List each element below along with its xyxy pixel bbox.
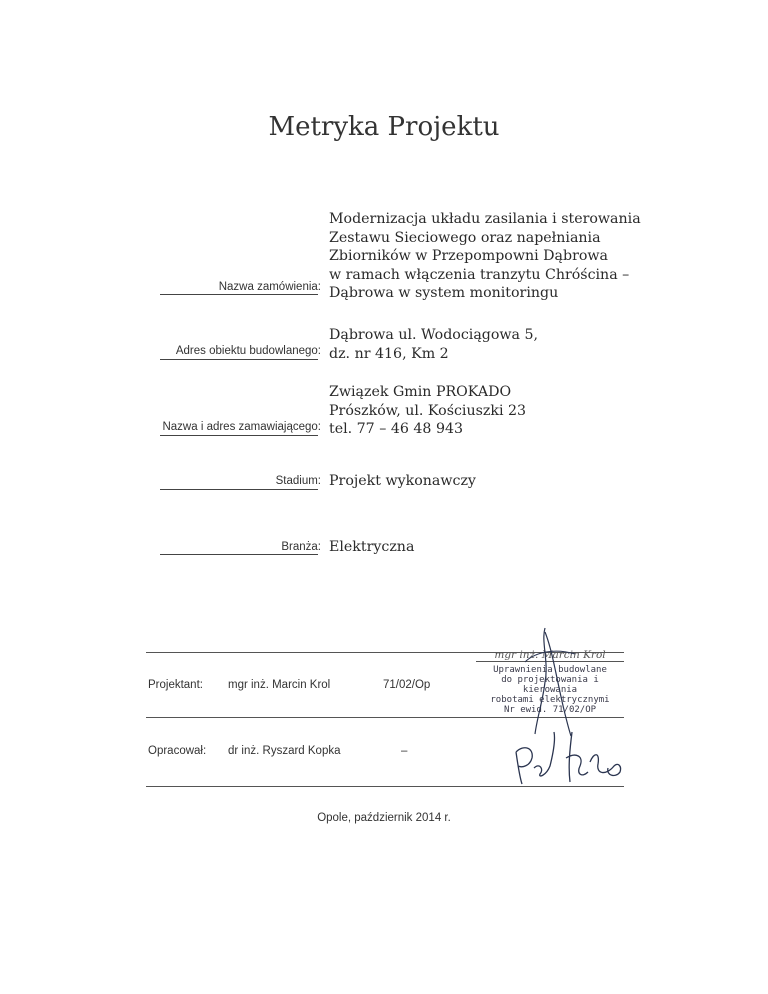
designer-role: Projektant: [148,679,203,691]
branch-label: Branża: [281,541,321,553]
order-name-value [329,210,641,303]
prepared-signature [510,722,630,792]
prepared-license: – [401,745,408,757]
field-order-name [0,210,768,300]
stage-value: Projekt wykonawczy [329,473,476,489]
designer-name: mgr inż. Marcin Krol [228,679,331,691]
field-stage [0,472,768,496]
client-line: Prószków, ul. Kościuszki 23 [329,402,527,419]
client-line: Związek Gmin PROKADO [329,384,512,400]
site-address-line: Dąbrowa ul. Wodociągowa 5, [329,327,539,343]
order-name-label: Nazwa zamówienia: [218,281,321,293]
prepared-role: Opracował: [148,745,207,757]
order-name-line: Dąbrowa w system monitoringu [329,285,559,301]
order-name-line: w ramach włączenia tranzytu Chróścina – [329,266,630,283]
stamp-line: Uprawnienia budowlane [493,665,607,675]
field-branch [0,538,768,562]
stamp-line: do projektowania i kierowania [501,675,599,695]
branch-value: Elektryczna [329,539,415,555]
branch-rule [160,554,318,555]
document-title: Metryka Projektu [268,112,500,142]
stamp-name: mgr inż. Marcin Krol [476,650,624,662]
site-address-rule [160,359,318,360]
order-name-line: Modernizacja układu zasilania i sterowania [329,211,641,227]
prepared-name: dr inż. Ryszard Kopka [228,745,341,757]
client-label: Nazwa i adres zamawiającego: [162,421,321,433]
stamp-line: Nr ewid. 71/02/OP [503,705,597,715]
site-address-label: Adres obiektu budowlanego: [175,345,321,357]
order-name-line: Zbiorników w Przepompowni Dąbrowa [329,248,608,264]
stamp-line: robotami elektrycznymi [490,695,610,705]
place-date: Opole, październik 2014 r. [317,812,451,824]
site-address-value [329,326,538,363]
designer-license: 71/02/Op [383,679,431,691]
field-site-address [0,326,768,366]
order-name-rule [160,294,318,295]
client-rule [160,435,318,436]
site-address-line: dz. nr 416, Km 2 [329,345,449,362]
client-value [329,383,526,439]
stage-rule [160,489,318,490]
field-client [0,383,768,443]
stage-label: Stadium: [275,475,321,487]
client-line: tel. 77 – 46 48 943 [329,421,464,437]
order-name-line: Zestawu Sieciowego oraz napełniania [329,229,601,246]
